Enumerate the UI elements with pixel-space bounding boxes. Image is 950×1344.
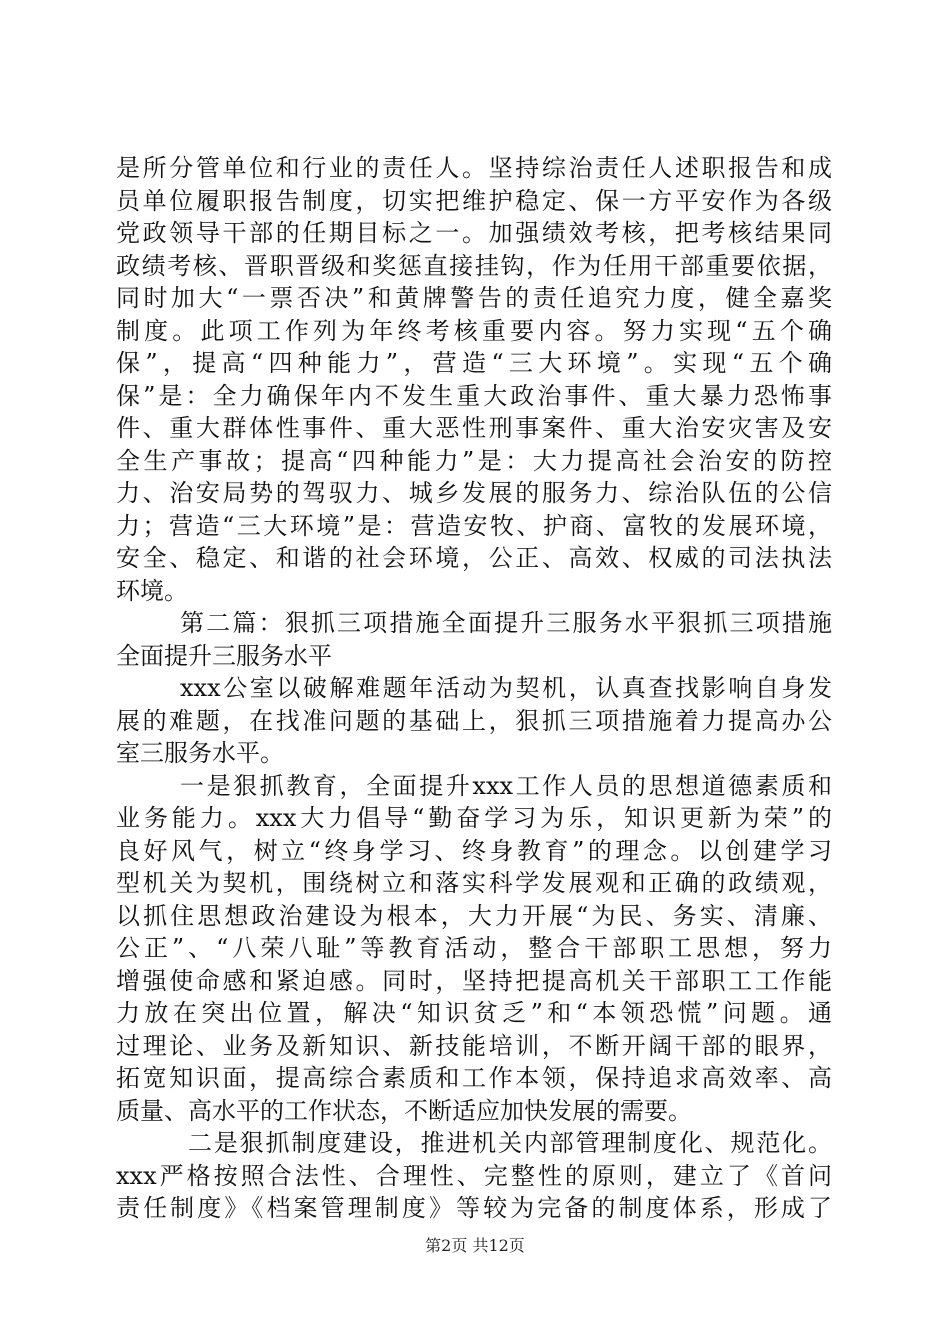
text-line: 拓宽知识面，提高综合素质和工作本领，保持追求高效率、高 xyxy=(116,1064,832,1092)
text-line: 力；营造“三大环境”是：营造安牧、护商、富牧的发展环境， xyxy=(116,511,832,540)
text-line: 力、治安局势的驾驭力、城乡发展的服务力、综治队伍的公信 xyxy=(116,479,832,507)
text-line: 第二篇：狠抓三项措施全面提升三服务水平狠抓三项措施 xyxy=(180,609,832,637)
text-line: 增强使命感和紧迫感。同时，坚持把提高机关干部职工工作能 xyxy=(116,966,832,995)
text-line: 全生产事故；提高“四种能力”是：大力提高社会治安的防控 xyxy=(116,446,832,475)
text-line: 员单位履职报告制度，切实把维护稳定、保一方平安作为各级 xyxy=(116,186,832,215)
document-body xyxy=(116,152,832,1225)
text-line: 保”，提高“四种能力”，营造“三大环境”。实现“五个确 xyxy=(116,349,832,377)
text-line: 以抓住思想政治建设为根本，大力开展“为民、务实、清廉、 xyxy=(116,901,832,930)
text-line: 保”是：全力确保年内不发生重大政治事件、重大暴力恐怖事 xyxy=(116,381,832,410)
text-line: 型机关为契机，围绕树立和落实科学发展观和正确的政绩观， xyxy=(116,869,832,897)
text-line: 全面提升三服务水平 xyxy=(116,641,332,670)
text-line: 环境。 xyxy=(116,576,188,605)
text-line: 良好风气，树立“终身学习、终身教育”的理念。以创建学习 xyxy=(116,836,832,865)
text-line: 室三服务水平。 xyxy=(116,739,284,767)
text-line: 二是狠抓制度建设，推进机关内部管理制度化、规范化。 xyxy=(188,1129,832,1157)
text-line: 政绩考核、晋职晋级和奖惩直接挂钩，作为任用干部重要依据， xyxy=(116,251,832,280)
text-line: 责任制度》《档案管理制度》等较为完备的制度体系，形成了 xyxy=(116,1194,832,1222)
text-line: 制度。此项工作列为年终考核重要内容。努力实现“五个确 xyxy=(116,316,832,345)
page-number-footer: 第2页 共12页 xyxy=(425,1236,525,1255)
text-line: 公正”、“八荣八耻”等教育活动，整合干部职工思想，努力 xyxy=(116,934,832,962)
text-line: 质量、高水平的工作状态，不断适应加快发展的需要。 xyxy=(116,1096,692,1125)
text-line: 过理论、业务及新知识、新技能培训，不断开阔干部的眼界， xyxy=(116,1031,832,1060)
text-line: 同时加大“一票否决”和黄牌警告的责任追究力度，健全嘉奖 xyxy=(116,284,832,312)
text-line: 一是狠抓教育，全面提升xxx工作人员的思想道德素质和 xyxy=(180,771,832,800)
text-line: xxx严格按照合法性、合理性、完整性的原则，建立了《首问 xyxy=(116,1161,832,1190)
text-line: 件、重大群体性事件、重大恶性刑事案件、重大治安灾害及安 xyxy=(116,414,832,442)
text-line: 是所分管单位和行业的责任人。坚持综治责任人述职报告和成 xyxy=(116,154,832,182)
text-line: 业务能力。xxx大力倡导“勤奋学习为乐，知识更新为荣”的 xyxy=(116,804,832,832)
text-line: 展的难题，在找准问题的基础上，狠抓三项措施着力提高办公 xyxy=(116,706,832,735)
text-line: xxx公室以破解难题年活动为契机，认真查找影响自身发 xyxy=(180,674,832,702)
text-line: 党政领导干部的任期目标之一。加强绩效考核，把考核结果同 xyxy=(116,219,832,247)
text-line: 安全、稳定、和谐的社会环境，公正、高效、权威的司法执法 xyxy=(116,544,832,572)
text-line: 力放在突出位置，解决“知识贫乏”和“本领恐慌”问题。通 xyxy=(116,999,832,1027)
